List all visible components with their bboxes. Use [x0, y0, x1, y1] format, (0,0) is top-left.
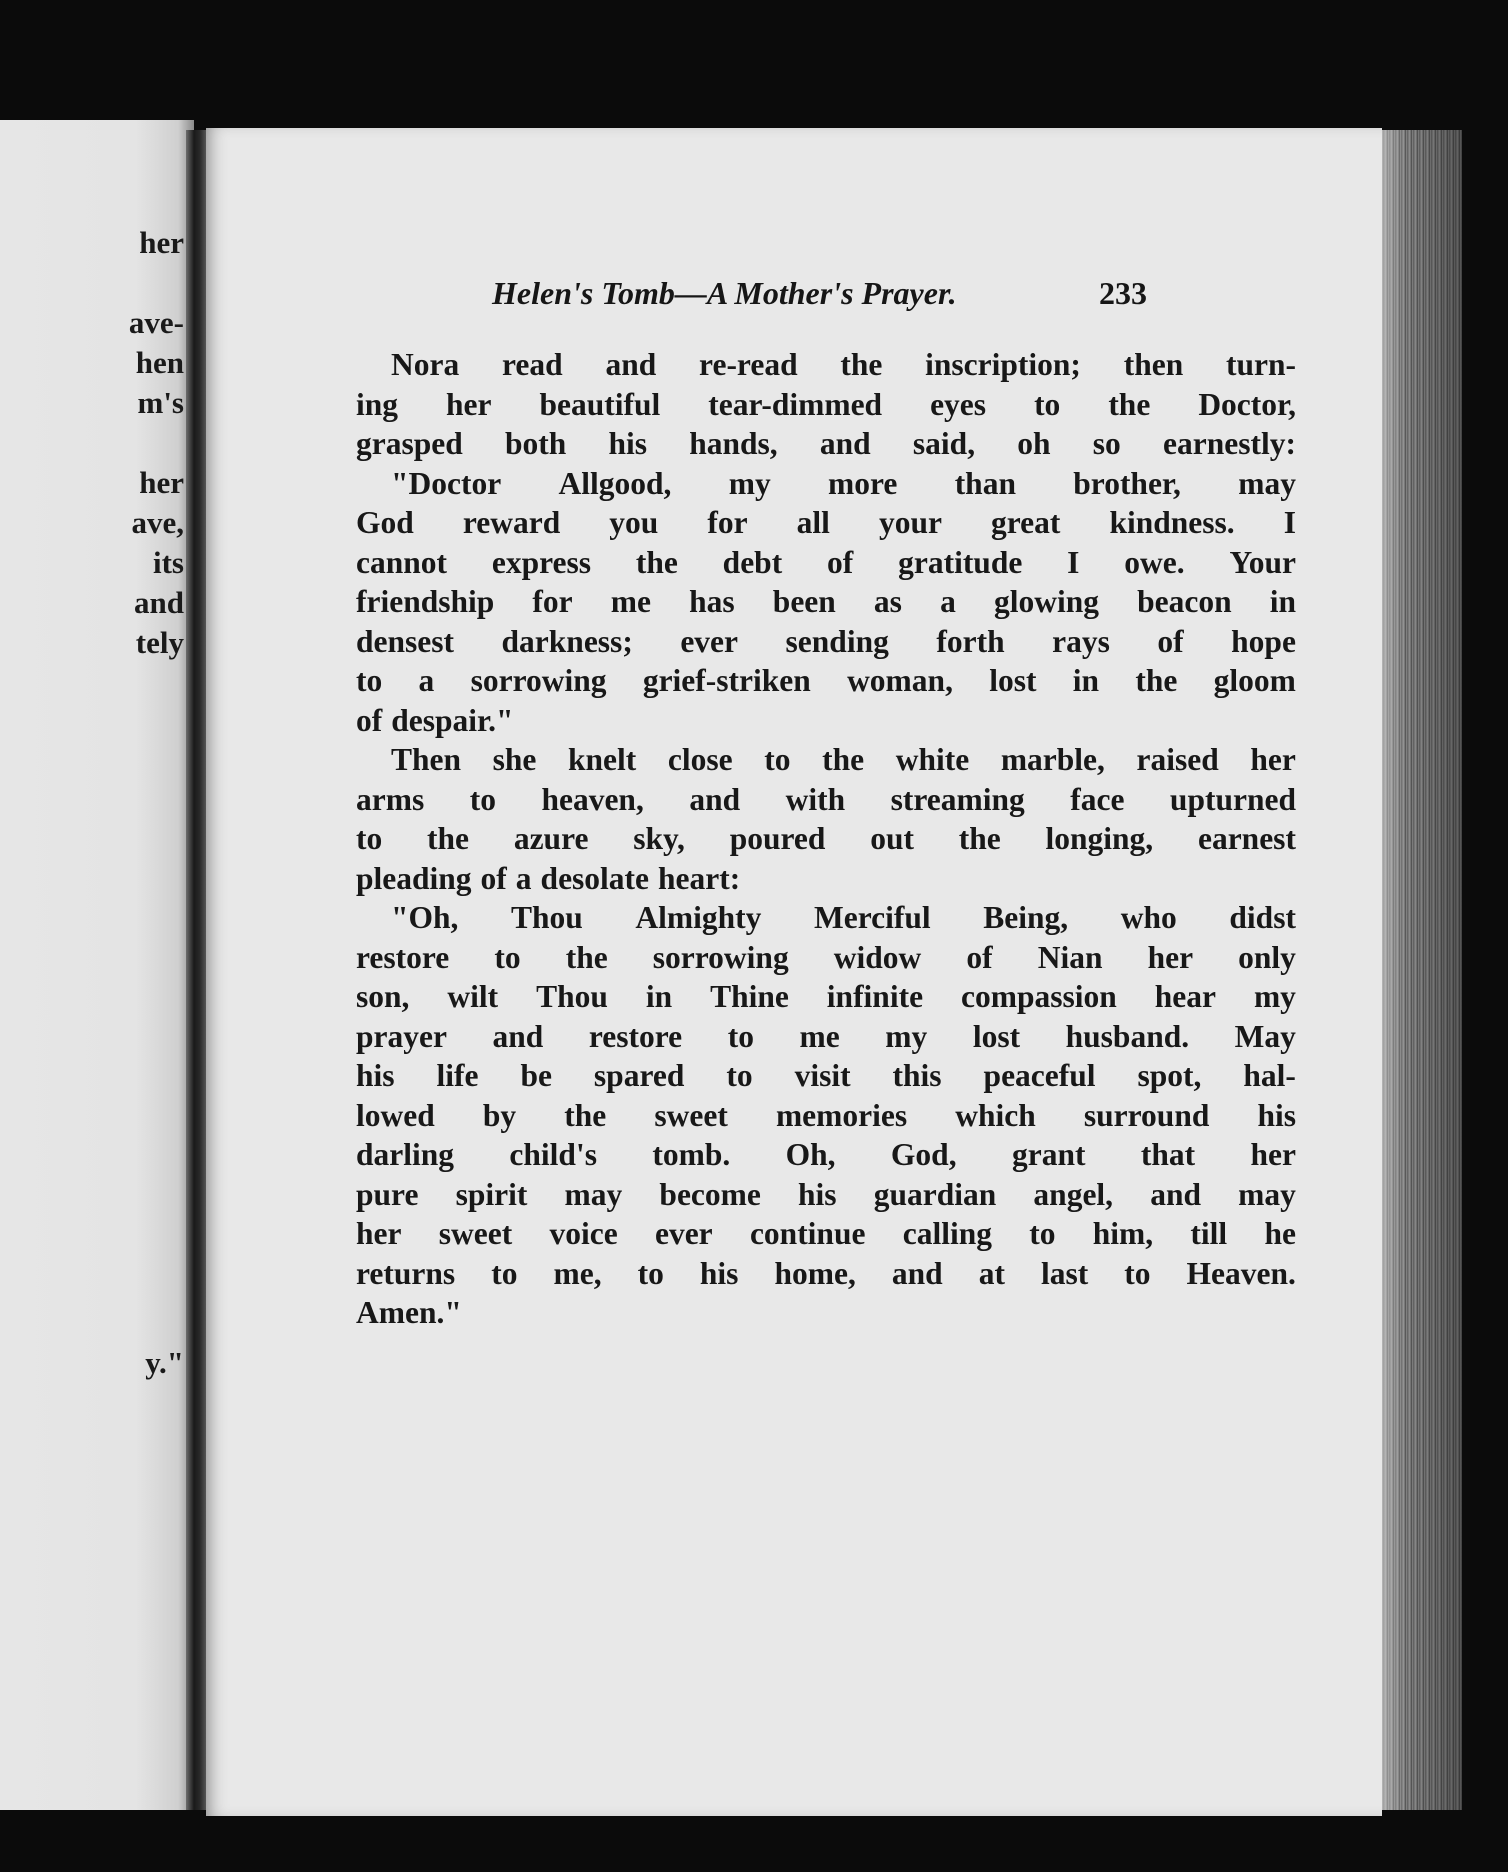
word: the: [427, 821, 470, 856]
text-line: [356, 1017, 1296, 1057]
text-line: [356, 1135, 1296, 1175]
running-head: Helen's Tomb—A Mother's Prayer.: [492, 275, 957, 311]
word: to: [491, 1255, 518, 1291]
page-stack-shade: [1382, 130, 1462, 1810]
word: me: [610, 584, 652, 619]
previous-page-line-fragment: ave-: [128, 305, 184, 340]
word: her: [1147, 939, 1194, 975]
text-line: [356, 740, 1296, 780]
word: has: [689, 584, 735, 619]
word: close: [667, 742, 733, 777]
word: Thine: [710, 979, 789, 1014]
word: me,: [553, 1255, 602, 1291]
word: to: [726, 1058, 753, 1093]
word: in: [1269, 584, 1296, 619]
word: her: [356, 1216, 402, 1251]
word: peaceful: [983, 1058, 1096, 1093]
word: home,: [774, 1255, 856, 1291]
word: great: [991, 505, 1061, 540]
word: pleading: [356, 860, 472, 896]
word: the: [565, 939, 608, 975]
word: to: [1034, 386, 1061, 422]
word: May: [1234, 1018, 1296, 1054]
word: for: [532, 584, 573, 619]
word: rays: [1052, 623, 1110, 659]
word: desolate: [540, 860, 650, 896]
word: by: [482, 1097, 517, 1133]
word: friendship: [356, 584, 495, 619]
word: earnest: [1197, 821, 1296, 856]
text-line: [356, 1254, 1296, 1294]
previous-page-line-fragment: hen: [135, 345, 184, 380]
text-line: [356, 661, 1296, 701]
word: beautiful: [539, 386, 661, 422]
word: "Doctor: [391, 465, 502, 501]
word: heart:: [658, 860, 741, 896]
word: then: [1123, 347, 1184, 382]
word: ever: [680, 623, 739, 659]
word: in: [1072, 663, 1100, 698]
word: this: [892, 1058, 942, 1093]
word: continue: [749, 1216, 866, 1251]
word: darling: [356, 1137, 455, 1172]
word: cannot: [356, 544, 448, 580]
word: her: [446, 386, 492, 422]
word: to: [1124, 1255, 1151, 1291]
word: his: [356, 1058, 395, 1093]
word: voice: [549, 1216, 618, 1251]
word: guardian: [873, 1176, 997, 1212]
word: of: [827, 544, 854, 580]
text-line: [356, 424, 1296, 464]
word: spot,: [1137, 1058, 1202, 1093]
word: calling: [902, 1216, 992, 1251]
word: owe.: [1124, 544, 1185, 580]
word: visit: [794, 1058, 851, 1093]
word: and: [492, 1018, 544, 1054]
word: to: [469, 781, 496, 817]
word: so: [1092, 426, 1121, 461]
body-text: [356, 345, 1296, 1333]
word: Heaven.: [1186, 1255, 1296, 1291]
word: child's: [509, 1137, 597, 1172]
text-line: [356, 385, 1296, 425]
word: Your: [1229, 544, 1296, 580]
word: Oh,: [785, 1137, 836, 1172]
page-header: [206, 275, 1382, 315]
word: Allgood,: [558, 465, 672, 501]
word: that: [1140, 1137, 1196, 1172]
text-line: [356, 1214, 1296, 1254]
word: brother,: [1073, 465, 1181, 501]
word: earnestly:: [1163, 426, 1296, 461]
word: Amen.": [356, 1295, 462, 1330]
word: a: [515, 860, 532, 896]
word: hands,: [689, 426, 778, 461]
word: densest: [356, 623, 455, 659]
previous-page-line-fragment: its: [153, 545, 184, 580]
word: Almighty: [635, 900, 762, 935]
word: the: [564, 1097, 607, 1133]
word: a: [418, 663, 435, 698]
word: gloom: [1213, 663, 1296, 698]
book-page: [206, 128, 1382, 1816]
text-line: [356, 1096, 1296, 1136]
word: which: [955, 1097, 1036, 1133]
word: tear-dimmed: [708, 386, 883, 422]
text-line: [356, 1175, 1296, 1215]
word: the: [1135, 663, 1178, 698]
word: may: [1238, 1176, 1296, 1212]
word: to: [356, 821, 383, 856]
word: oh: [1017, 426, 1051, 461]
word: my: [885, 1018, 928, 1054]
word: marble,: [1000, 742, 1105, 777]
word: of: [480, 860, 507, 896]
word: Thou: [536, 979, 608, 1014]
word: the: [635, 544, 678, 580]
word: to: [494, 939, 521, 975]
word: may: [1238, 465, 1296, 501]
word: him,: [1092, 1216, 1154, 1251]
word: restore: [356, 939, 450, 975]
text-line: [356, 543, 1296, 583]
previous-page-edge: [0, 120, 194, 1810]
text-line: [356, 503, 1296, 543]
word: sorrowing: [470, 663, 607, 698]
word: knelt: [568, 742, 637, 777]
word: widow: [833, 939, 922, 975]
word: restore: [588, 1018, 683, 1054]
word: out: [870, 821, 914, 856]
word: Being,: [983, 900, 1069, 935]
word: to: [637, 1255, 664, 1291]
word: of: [1157, 623, 1184, 659]
word: hope: [1231, 623, 1296, 659]
word: and: [819, 426, 871, 461]
word: you: [609, 505, 659, 540]
word: turn-: [1226, 347, 1296, 382]
word: infinite: [826, 979, 924, 1014]
word: as: [873, 584, 902, 619]
word: sweet: [438, 1216, 513, 1251]
page-number: 233: [1099, 275, 1147, 311]
word: Doctor,: [1198, 386, 1296, 422]
word: and: [1150, 1176, 1202, 1212]
word: white: [895, 742, 970, 777]
word: "Oh,: [391, 900, 459, 935]
word: his: [699, 1255, 739, 1291]
text-line: [356, 898, 1296, 938]
word: me: [799, 1018, 840, 1054]
word: angel,: [1033, 1176, 1114, 1212]
word: face: [1070, 781, 1125, 817]
word: compassion: [961, 979, 1117, 1014]
text-line: [356, 701, 1296, 741]
previous-page-line-fragment: tely: [135, 625, 184, 660]
text-line: [356, 859, 1296, 899]
word: sweet: [654, 1097, 728, 1133]
word: my: [1253, 979, 1296, 1014]
word: surround: [1083, 1097, 1210, 1133]
word: gratitude: [898, 544, 1023, 580]
word: despair.": [391, 702, 514, 738]
word: spirit: [455, 1176, 528, 1212]
text-line: [356, 1056, 1296, 1096]
text-line: [356, 1293, 1296, 1333]
book-gutter: [186, 130, 206, 1810]
word: inscription;: [925, 347, 1081, 382]
word: God,: [890, 1137, 957, 1172]
word: debt: [722, 544, 783, 580]
word: till: [1190, 1216, 1228, 1251]
text-line: [356, 938, 1296, 978]
word: all: [796, 505, 830, 540]
text-line: [356, 622, 1296, 662]
word: glowing: [993, 584, 1099, 619]
word: sorrowing: [652, 939, 789, 975]
text-line: [356, 780, 1296, 820]
word: darkness;: [501, 623, 633, 659]
word: sending: [785, 623, 889, 659]
word: I: [1067, 544, 1080, 580]
word: hear: [1154, 979, 1216, 1014]
word: poured: [729, 821, 826, 856]
word: beacon: [1137, 584, 1232, 619]
text-line: [356, 977, 1296, 1017]
word: and: [891, 1255, 943, 1291]
word: her: [1250, 1137, 1296, 1172]
word: spared: [593, 1058, 685, 1093]
previous-page-line-fragment: m's: [137, 385, 184, 420]
word: life: [436, 1058, 479, 1093]
word: my: [728, 465, 771, 501]
word: the: [958, 821, 1001, 856]
word: to: [356, 663, 383, 698]
word: the: [1108, 386, 1151, 422]
word: ing: [356, 386, 399, 422]
word: kindness.: [1109, 505, 1235, 540]
word: grant: [1011, 1137, 1086, 1172]
previous-page-line-fragment: her: [139, 225, 184, 260]
word: express: [491, 544, 592, 580]
word: Merciful: [814, 900, 931, 935]
word: Nora: [391, 347, 460, 382]
word: a: [940, 584, 956, 619]
word: of: [966, 939, 993, 975]
word: at: [978, 1255, 1005, 1291]
word: he: [1264, 1216, 1296, 1251]
word: raised: [1136, 742, 1219, 777]
word: arms: [356, 781, 425, 817]
text-line: [356, 464, 1296, 504]
word: Then: [391, 742, 462, 777]
word: God: [356, 505, 414, 540]
word: to: [764, 742, 791, 777]
word: woman,: [847, 663, 953, 698]
text-line: [356, 345, 1296, 385]
word: heaven,: [541, 781, 644, 817]
word: and: [689, 781, 741, 817]
word: lowed: [356, 1097, 435, 1133]
word: son,: [356, 979, 410, 1014]
word: tomb.: [652, 1137, 731, 1172]
text-line: [356, 582, 1296, 622]
word: to: [727, 1018, 754, 1054]
word: more: [828, 465, 898, 501]
word: for: [707, 505, 748, 540]
word: azure: [513, 821, 589, 856]
word: be: [520, 1058, 552, 1093]
word: the: [840, 347, 883, 382]
word: lost: [972, 1018, 1021, 1054]
word: prayer: [356, 1018, 447, 1054]
word: forth: [936, 623, 1005, 659]
previous-page-line-fragment: her: [139, 465, 184, 500]
word: the: [822, 742, 865, 777]
word: his: [608, 426, 648, 461]
previous-page-line-fragment: y.": [145, 1345, 184, 1380]
word: than: [954, 465, 1016, 501]
word: I: [1283, 505, 1296, 540]
word: to: [1029, 1216, 1056, 1251]
word: longing,: [1045, 821, 1154, 856]
word: may: [564, 1176, 623, 1212]
word: reward: [462, 505, 561, 540]
word: ever: [654, 1216, 713, 1251]
word: returns: [356, 1255, 456, 1291]
word: streaming: [890, 781, 1025, 817]
previous-page-line-fragment: and: [134, 585, 184, 620]
word: her: [1250, 742, 1296, 777]
word: in: [645, 979, 673, 1014]
word: grief-striken: [642, 663, 811, 698]
word: only: [1238, 939, 1296, 975]
word: said,: [912, 426, 976, 461]
word: last: [1040, 1255, 1089, 1291]
word: Thou: [511, 900, 583, 935]
word: his: [798, 1176, 837, 1212]
word: grasped: [356, 426, 463, 461]
word: been: [772, 584, 836, 619]
word: didst: [1229, 900, 1296, 935]
word: who: [1120, 900, 1177, 935]
previous-page-line-fragment: ave,: [131, 505, 184, 540]
word: his: [1257, 1097, 1296, 1133]
word: both: [504, 426, 567, 461]
word: Nian: [1037, 939, 1103, 975]
word: your: [878, 505, 942, 540]
word: pure: [356, 1176, 419, 1212]
word: hal-: [1243, 1058, 1296, 1093]
word: of: [356, 702, 383, 738]
word: read: [502, 347, 563, 382]
word: re-read: [699, 347, 798, 382]
word: become: [659, 1176, 761, 1212]
word: upturned: [1169, 781, 1296, 817]
word: memories: [775, 1097, 908, 1133]
word: wilt: [447, 979, 499, 1014]
word: eyes: [930, 386, 987, 422]
word: sky,: [633, 821, 685, 856]
word: lost: [989, 663, 1037, 698]
word: and: [605, 347, 657, 382]
word: husband.: [1065, 1018, 1190, 1054]
word: she: [492, 742, 537, 777]
word: with: [785, 781, 846, 817]
text-line: [356, 819, 1296, 859]
